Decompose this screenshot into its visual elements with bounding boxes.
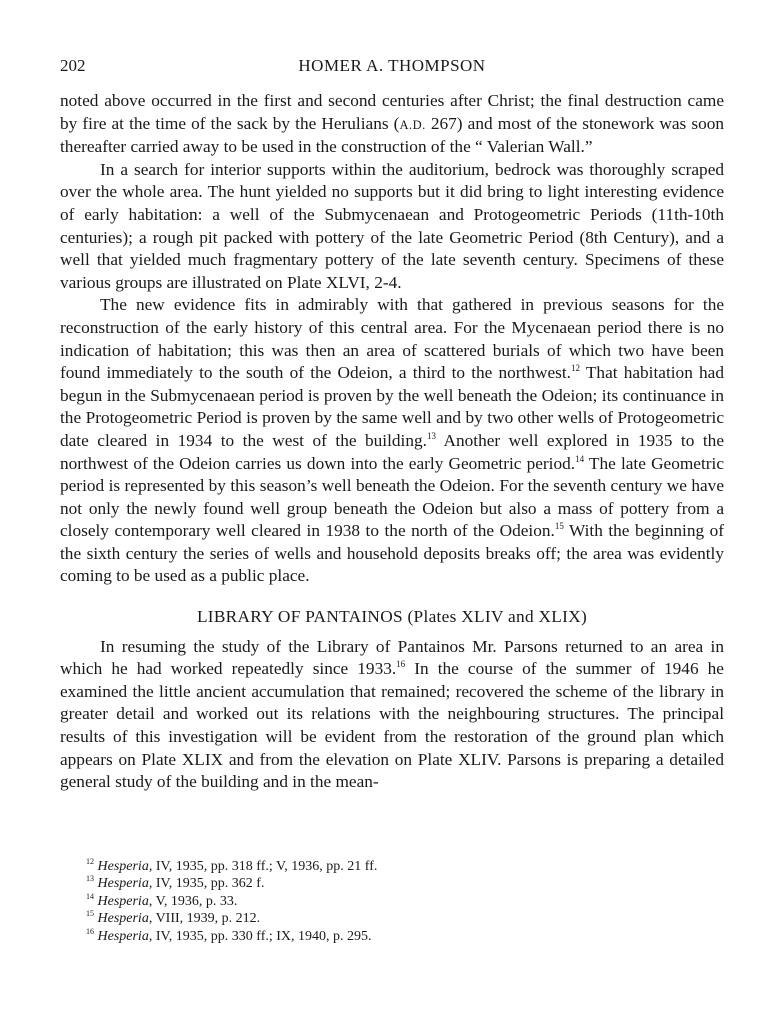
paragraph-3-text-b: That habitation had begun in the Submycenaean period is proven by the well beneath the Odeion; its continuance in the Protogeometric Period is proven by the same well and by two other wells of Protogeometric date cleared in 1934 to the west of the building. xyxy=(60,363,724,450)
paragraph-3 xyxy=(60,294,724,588)
footnote-13 xyxy=(86,875,726,892)
paragraph-1-text-a: noted above occurred in the first and second centuries after Christ; the final destruction came by fire at the time of the sack by the Herulians ( xyxy=(60,91,724,133)
section-heading: LIBRARY OF PANTAINOS (Plates XLIV and XLIX) xyxy=(196,607,588,627)
footnotes xyxy=(86,858,726,945)
page-header xyxy=(60,56,724,80)
running-title: HOMER A. THOMPSON xyxy=(298,56,486,75)
footnote-16 xyxy=(86,928,726,945)
footnote-text: , IV, 1935, pp. 318 ff.; V, 1936, pp. 21 ff. xyxy=(148,859,378,874)
page-number: 202 xyxy=(60,56,86,75)
footnote-15 xyxy=(86,910,726,927)
footnote-journal: Hesperia xyxy=(97,911,149,927)
era-abbreviation: A.D. xyxy=(399,117,426,132)
footnote-number: 16 xyxy=(86,926,94,936)
footnote-ref-12[interactable]: 12 xyxy=(571,363,580,374)
paragraph-3-text-d: The late Geometric period is represented by this season’s well beneath the Odeion. For the seventh century we have not only the newly found well group beneath the Odeion but also a mass of pottery from a closely contemporary well cleared in 1938 to the north of the Odeion. xyxy=(60,453,724,541)
footnote-ref-16[interactable]: 16 xyxy=(396,659,406,670)
footnote-text: , IV, 1935, pp. 362 f. xyxy=(148,876,265,892)
footnote-ref-15[interactable]: 15 xyxy=(554,521,564,532)
body-text xyxy=(60,90,724,794)
footnote-journal: Hesperia xyxy=(97,859,149,874)
footnote-number: 15 xyxy=(86,909,94,919)
paragraph-4-text-a: In resuming the study of the Library of Pantainos Mr. Parsons returned to an area in which he had worked repeatedly since 1933. xyxy=(60,636,724,679)
footnote-ref-13[interactable]: 13 xyxy=(426,430,436,441)
paragraph-2: In a search for interior supports within the auditorium, bedrock was thoroughly scraped over the whole area. The hunt yielded no supports but it did bring to light interesting evidence of early habitation: a well of the Submycenaean and Protogeometric Periods (11th-10th centuries); a rough pit packed with pottery of the late Geometric Period (8th Century), and a well that yielded much fragmentary pottery of the late seventh century. Specimens of these various groups are illustrated on Plate XLVI, 2-4. xyxy=(60,159,724,292)
footnote-journal: Hesperia xyxy=(97,928,149,944)
footnote-number: 13 xyxy=(86,874,94,884)
footnote-ref-14[interactable]: 14 xyxy=(575,453,585,464)
paragraph-3-text-c: Another well explored in 1935 to the northwest of the Odeion carries us down into the early Geometric period. xyxy=(60,430,724,473)
paragraph-1 xyxy=(60,90,724,159)
paragraph-3-text-e: With the beginning of the sixth century the series of wells and household deposits breaks off; the area was evidently coming to be used as a public place. xyxy=(60,521,724,586)
footnote-text: , V, 1936, p. 33. xyxy=(148,893,238,909)
footnote-text: , VIII, 1939, p. 212. xyxy=(148,911,261,927)
footnote-number: 12 xyxy=(86,857,94,866)
footnote-14 xyxy=(86,893,726,910)
paragraph-4 xyxy=(60,636,724,794)
footnote-number: 14 xyxy=(86,891,94,901)
footnote-12 xyxy=(86,858,726,875)
footnote-journal: Hesperia xyxy=(97,876,149,892)
paragraph-4-text-b: In the course of the summer of 1946 he examined the little ancient accumulation that remained; recovered the scheme of the library in greater detail and worked out its relations with the neighbouring structures. The principal results of this investigation will be evident from the restoration of the ground plan which appears on Plate XLIX and from the elevation on Plate XLIV. Parsons is preparing a detailed general study of the building and in the mean- xyxy=(60,659,724,792)
footnote-journal: Hesperia xyxy=(97,893,149,909)
paragraph-3-text-a: The new evidence fits in admirably with that gathered in previous seasons for the reconstruction of the early history of this central area. For the Mycenaean period there is no indication of habitation; this was then an area of scattered burials of which two have been found immediately to the south of the Odeion, a third to the northwest. xyxy=(60,295,724,383)
footnote-text: , IV, 1935, pp. 330 ff.; IX, 1940, p. 295. xyxy=(148,928,372,944)
paragraph-1-text-b: 267) and most of the stonework was soon thereafter carried away to be used in the construction of the “ Valerian Wall.” xyxy=(60,113,724,157)
